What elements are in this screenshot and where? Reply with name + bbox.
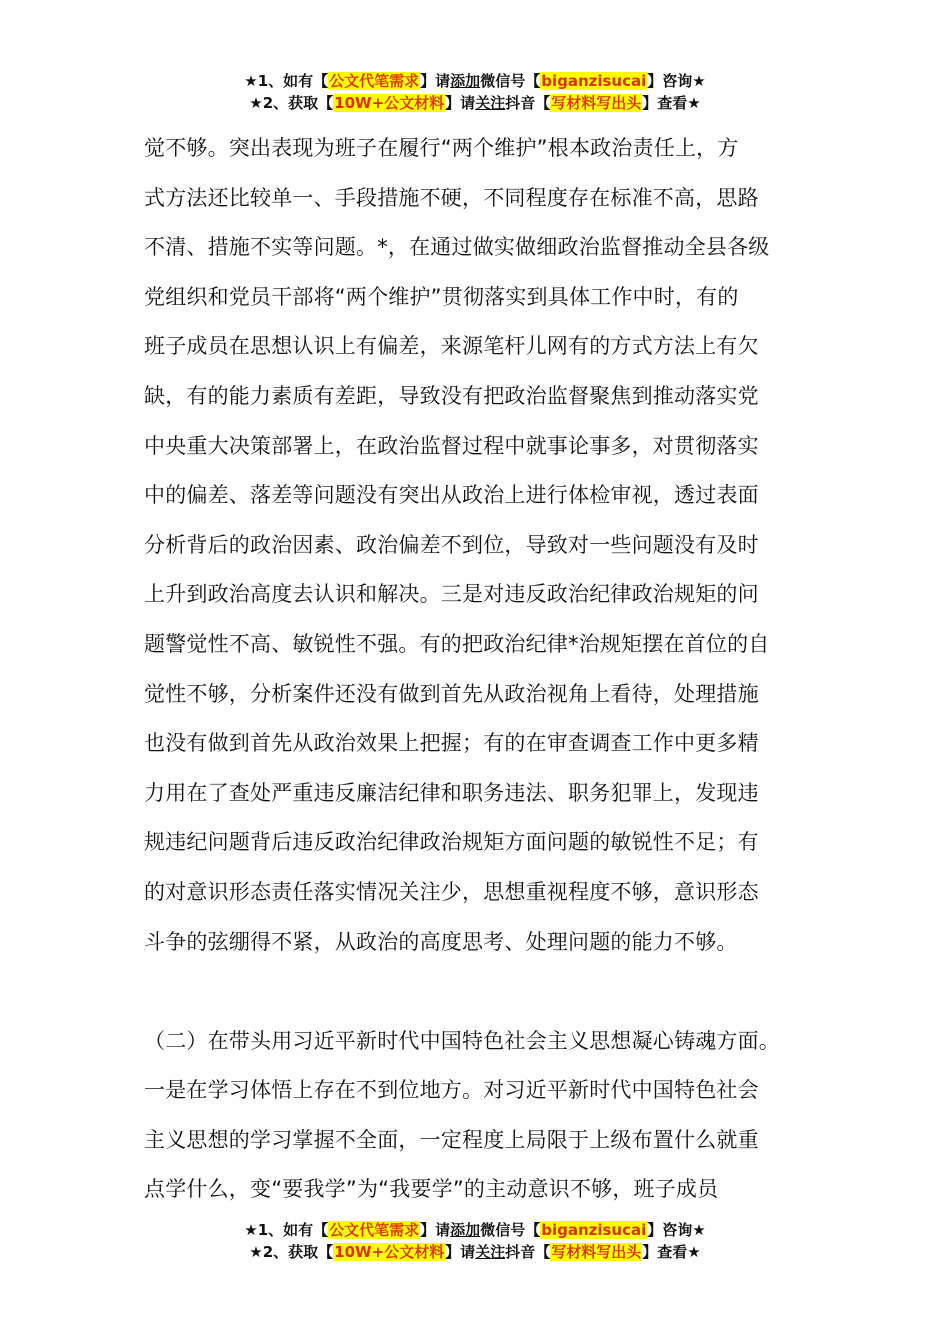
banner-text: 】请 [445,1243,476,1261]
body-line: 式方法还比较单一、手段措施不硬，不同程度存在标准不高，思路 [144,185,759,210]
star-icon: ★ [244,1221,258,1239]
star-icon: ★ [687,1243,701,1261]
banner-text: 】查看 [642,1243,688,1261]
banner-text: 】请 [420,72,451,90]
banner-text: 1、如有【 [257,1221,329,1239]
banner-text: 1、如有【 [257,72,329,90]
banner-text: 】咨询 [647,1221,693,1239]
document-body [144,124,816,1215]
highlight-materials: 10W+公文材料 [334,94,445,112]
banner-text: 2、获取【 [262,1243,334,1261]
body-line: 觉不够。突出表现为班子在履行“两个维护”根本政治责任上，方 [144,136,739,160]
body-line: 觉性不够，分析案件还没有做到首先从政治视角上看待，处理措施 [144,681,759,706]
banner-line-2 [0,92,950,114]
section-heading: （二）在带头用习近平新时代中国特色社会主义思想凝心铸魂方面。 [144,1028,780,1053]
highlight-materials: 10W+公文材料 [334,1243,445,1261]
star-icon: ★ [687,94,701,112]
body-line: 也没有做到首先从政治效果上把握；有的在审查调查工作中更多精 [144,731,759,756]
body-line: 党组织和党员干部将“两个维护”贯彻落实到具体工作中时，有的 [144,284,739,309]
banner-text: 2、获取【 [262,94,334,112]
banner-line-1 [0,70,950,92]
highlight-wechat-id: biganzisucai [541,72,647,90]
highlight-douyin: 写材料写出头 [551,94,642,112]
body-line: 中央重大决策部署上，在政治监督过程中就事论事多，对贯彻落实 [144,433,759,458]
body-line: 力用在了查处严重违反廉洁纪律和职务违法、职务犯罪上，发现违 [144,780,759,805]
body-line: 的对意识形态责任落实情况关注少，思想重视程度不够，意识形态 [144,879,759,904]
highlight-service: 公文代笔需求 [329,72,420,90]
body-line: 缺，有的能力素质有差距，导致没有把政治监督聚焦到推动落实党 [144,383,759,408]
highlight-service: 公文代笔需求 [329,1221,420,1239]
body-line: 不清、措施不实等问题。*，在通过做实做细政治监督推动全县各级 [144,235,770,260]
banner-text: 】请 [420,1221,451,1239]
star-icon: ★ [244,72,258,90]
highlight-douyin: 写材料写出头 [551,1243,642,1261]
banner-text: 抖音【 [505,1243,551,1261]
paragraph-gap [144,967,816,1017]
star-icon: ★ [692,1221,706,1239]
banner-emphasis: 添加 [450,1221,481,1239]
star-icon: ★ [692,72,706,90]
banner-emphasis: 关注 [475,94,506,112]
banner-emphasis: 添加 [450,72,481,90]
banner-text: 微信号【 [480,1221,541,1239]
star-icon: ★ [249,1243,263,1261]
body-line: 分析背后的政治因素、政治偏差不到位，导致对一些问题没有及时 [144,532,759,557]
banner-text: 】请 [445,94,476,112]
banner-text: 】咨询 [647,72,693,90]
banner-line-1 [0,1219,950,1241]
body-line: 点学什么，变“要我学”为“我要学”的主动意识不够，班子成员 [144,1177,719,1202]
star-icon: ★ [249,94,263,112]
body-line: 主义思想的学习掌握不全面，一定程度上局限于上级布置什么就重 [144,1127,759,1152]
body-line: 中的偏差、落差等问题没有突出从政治上进行体检审视，透过表面 [144,483,759,508]
banner-text: 微信号【 [480,72,541,90]
body-line: 班子成员在思想认识上有偏差，来源笔杆儿网有的方式方法上有欠 [144,334,759,359]
body-line: 规违纪问题背后违反政治纪律政治规矩方面问题的敏锐性不足；有 [144,830,759,855]
banner-emphasis: 关注 [475,1243,506,1261]
footer-banner [0,1219,950,1263]
banner-text: 】查看 [642,94,688,112]
header-banner [0,70,950,114]
body-line: 题警觉性不高、敏锐性不强。有的把政治纪律*治规矩摆在首位的自 [144,631,770,656]
banner-text: 抖音【 [505,94,551,112]
body-line: 上升到政治高度去认识和解决。三是对违反政治纪律政治规矩的问 [144,582,759,607]
highlight-wechat-id: biganzisucai [541,1221,647,1239]
body-line: 斗争的弦绷得不紧，从政治的高度思考、处理问题的能力不够。 [144,929,738,954]
banner-line-2 [0,1241,950,1263]
body-line: 一是在学习体悟上存在不到位地方。对习近平新时代中国特色社会 [144,1078,759,1103]
